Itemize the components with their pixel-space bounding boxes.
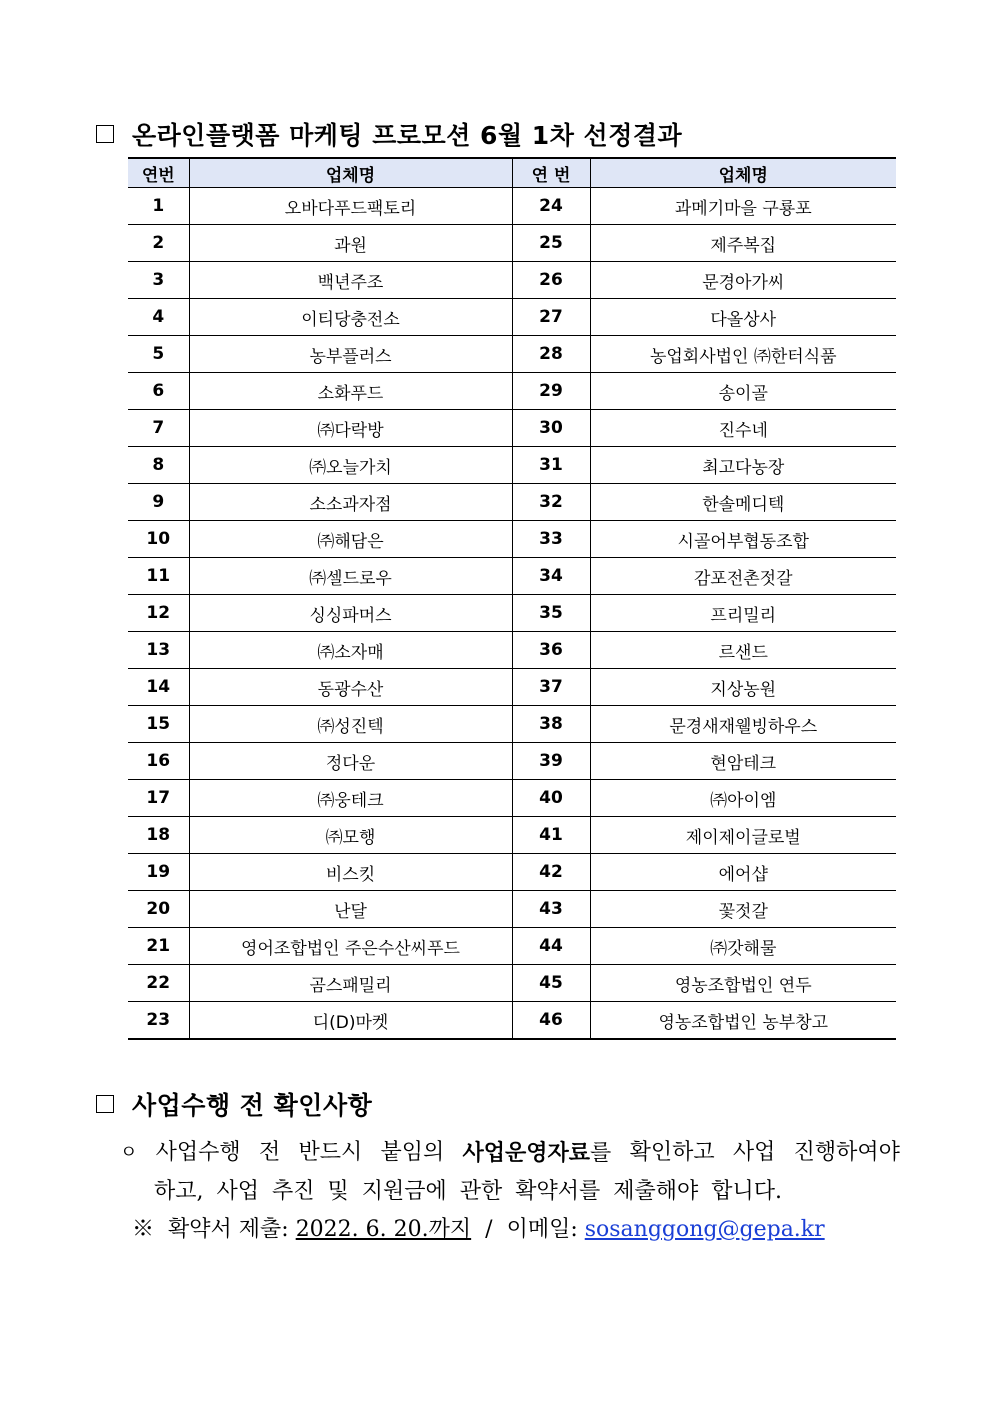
row-number: 24 xyxy=(512,188,590,225)
company-name: 싱싱파머스 xyxy=(189,595,512,632)
company-name: 에어샵 xyxy=(590,854,896,891)
company-name: ㈜모행 xyxy=(189,817,512,854)
row-number: 11 xyxy=(128,558,189,595)
row-number: 22 xyxy=(128,965,189,1002)
company-name: 과원 xyxy=(189,225,512,262)
row-number: 8 xyxy=(128,447,189,484)
company-name: 문경새재웰빙하우스 xyxy=(590,706,896,743)
row-number: 7 xyxy=(128,410,189,447)
bold-doc-name: 사업운영자료 xyxy=(462,1140,591,1166)
row-number: 30 xyxy=(512,410,590,447)
row-number: 25 xyxy=(512,225,590,262)
company-name: 오바다푸드팩토리 xyxy=(189,188,512,225)
row-number: 27 xyxy=(512,299,590,336)
row-number: 36 xyxy=(512,632,590,669)
table-row xyxy=(128,373,896,410)
row-number: 39 xyxy=(512,743,590,780)
section-title-text: 사업수행 전 확인사항 xyxy=(132,1091,373,1120)
results-table xyxy=(128,157,896,1040)
note-line-2: 하고, 사업 추진 및 지원금에 관한 확약서를 제출해야 합니다. xyxy=(154,1179,782,1204)
table-row xyxy=(128,891,896,928)
row-number: 17 xyxy=(128,780,189,817)
row-number: 18 xyxy=(128,817,189,854)
row-number: 40 xyxy=(512,780,590,817)
row-number: 1 xyxy=(128,188,189,225)
row-number: 6 xyxy=(128,373,189,410)
note-line-3 xyxy=(120,1211,900,1249)
table-body xyxy=(128,188,896,1040)
company-name: ㈜해담은 xyxy=(189,521,512,558)
row-number: 12 xyxy=(128,595,189,632)
table-row xyxy=(128,928,896,965)
company-name: 다올상사 xyxy=(590,299,896,336)
checklist-notes xyxy=(120,1134,900,1249)
table-row xyxy=(128,965,896,1002)
row-number: 38 xyxy=(512,706,590,743)
table-row xyxy=(128,706,896,743)
row-number: 35 xyxy=(512,595,590,632)
note-word: 붙임의 xyxy=(380,1140,445,1165)
table-row xyxy=(128,262,896,299)
header-company-1: 업체명 xyxy=(189,158,512,188)
row-number: 28 xyxy=(512,336,590,373)
company-name: ㈜웅테크 xyxy=(189,780,512,817)
submission-label: 확약서 제출: xyxy=(168,1217,289,1242)
company-name: ㈜소자매 xyxy=(189,632,512,669)
table-row xyxy=(128,521,896,558)
company-name: 최고다농장 xyxy=(590,447,896,484)
company-name: 감포전촌젓갈 xyxy=(590,558,896,595)
note-word: 사업 xyxy=(732,1140,776,1165)
table-row xyxy=(128,188,896,225)
company-name: 영농조합법인 농부창고 xyxy=(590,1002,896,1040)
table-row xyxy=(128,854,896,891)
company-name: 이티당충전소 xyxy=(189,299,512,336)
row-number: 15 xyxy=(128,706,189,743)
row-number: 45 xyxy=(512,965,590,1002)
company-name: 송이골 xyxy=(590,373,896,410)
row-number: 26 xyxy=(512,262,590,299)
reference-mark-icon: ※ xyxy=(132,1217,155,1242)
table-row xyxy=(128,299,896,336)
company-name: 프리밀리 xyxy=(590,595,896,632)
company-name: 현암테크 xyxy=(590,743,896,780)
company-name: 과메기마을 구룡포 xyxy=(590,188,896,225)
header-company-2: 업체명 xyxy=(590,158,896,188)
note-word: 사업수행 xyxy=(155,1140,241,1165)
company-name: 소화푸드 xyxy=(189,373,512,410)
row-number: 32 xyxy=(512,484,590,521)
row-number: 29 xyxy=(512,373,590,410)
table-row xyxy=(128,336,896,373)
row-number: 16 xyxy=(128,743,189,780)
row-number: 42 xyxy=(512,854,590,891)
row-number: 2 xyxy=(128,225,189,262)
row-number: 9 xyxy=(128,484,189,521)
bullet-mark: ㅇ xyxy=(120,1142,138,1163)
company-name: 지상농원 xyxy=(590,669,896,706)
row-number: 46 xyxy=(512,1002,590,1040)
separator: / xyxy=(485,1217,493,1242)
company-name: 제이제이글로벌 xyxy=(590,817,896,854)
row-number: 33 xyxy=(512,521,590,558)
company-name: 농업회사법인 ㈜한터식품 xyxy=(590,336,896,373)
note-word-bold-group xyxy=(463,1134,612,1173)
company-name: ㈜셀드로우 xyxy=(189,558,512,595)
submission-deadline: 2022. 6. 20.까지 xyxy=(295,1217,472,1242)
table-row xyxy=(128,743,896,780)
company-name: 백년주조 xyxy=(189,262,512,299)
company-name: 한솔메디텍 xyxy=(590,484,896,521)
table-row xyxy=(128,558,896,595)
table-row xyxy=(128,817,896,854)
section-title-checklist xyxy=(96,1086,372,1122)
row-number: 41 xyxy=(512,817,590,854)
row-number: 4 xyxy=(128,299,189,336)
table-row xyxy=(128,595,896,632)
company-name: 제주복집 xyxy=(590,225,896,262)
company-name: 소소과자점 xyxy=(189,484,512,521)
email-link[interactable]: sosanggong@gepa.kr xyxy=(584,1217,825,1242)
note-word: 진행하여야 xyxy=(793,1140,900,1165)
row-number: 23 xyxy=(128,1002,189,1040)
note-word: 전 xyxy=(258,1140,281,1165)
company-name: 르샌드 xyxy=(590,632,896,669)
note-line-1 xyxy=(120,1134,900,1173)
company-name: 디(D)마켓 xyxy=(189,1002,512,1040)
company-name: 정다운 xyxy=(189,743,512,780)
header-number-2: 연 번 xyxy=(512,158,590,188)
company-name: 진수네 xyxy=(590,410,896,447)
table-row xyxy=(128,632,896,669)
table-row xyxy=(128,225,896,262)
section-title-text: 온라인플랫폼 마케팅 프로모션 6월 1차 선정결과 xyxy=(132,121,683,150)
note-word: 를 xyxy=(590,1141,612,1166)
row-number: 44 xyxy=(512,928,590,965)
checkbox-icon xyxy=(96,1095,114,1113)
note-word: 반드시 xyxy=(298,1140,363,1165)
company-name: 꽃젓갈 xyxy=(590,891,896,928)
row-number: 13 xyxy=(128,632,189,669)
table-row xyxy=(128,447,896,484)
company-name: ㈜갓해물 xyxy=(590,928,896,965)
company-name: ㈜아이엠 xyxy=(590,780,896,817)
row-number: 5 xyxy=(128,336,189,373)
company-name: 동광수산 xyxy=(189,669,512,706)
company-name: 시골어부협동조합 xyxy=(590,521,896,558)
company-name: 곰스패밀리 xyxy=(189,965,512,1002)
row-number: 31 xyxy=(512,447,590,484)
company-name: ㈜성진텍 xyxy=(189,706,512,743)
company-name: ㈜오늘가치 xyxy=(189,447,512,484)
company-name: 비스킷 xyxy=(189,854,512,891)
note-word: 확인하고 xyxy=(629,1140,715,1165)
row-number: 19 xyxy=(128,854,189,891)
row-number: 20 xyxy=(128,891,189,928)
company-name: 농부플러스 xyxy=(189,336,512,373)
company-name: 영어조합법인 주은수산씨푸드 xyxy=(189,928,512,965)
company-name: 난달 xyxy=(189,891,512,928)
header-number-1: 연번 xyxy=(128,158,189,188)
company-name: 영농조합법인 연두 xyxy=(590,965,896,1002)
table-row xyxy=(128,669,896,706)
table-row xyxy=(128,410,896,447)
row-number: 14 xyxy=(128,669,189,706)
company-name: 문경아가씨 xyxy=(590,262,896,299)
row-number: 10 xyxy=(128,521,189,558)
table-header-row xyxy=(128,158,896,188)
row-number: 43 xyxy=(512,891,590,928)
row-number: 21 xyxy=(128,928,189,965)
row-number: 34 xyxy=(512,558,590,595)
table-row xyxy=(128,1002,896,1040)
row-number: 3 xyxy=(128,262,189,299)
checkbox-icon xyxy=(96,125,114,143)
row-number: 37 xyxy=(512,669,590,706)
company-name: ㈜다락방 xyxy=(189,410,512,447)
section-title-results xyxy=(96,116,682,152)
email-label: 이메일: xyxy=(506,1217,578,1242)
table-row xyxy=(128,484,896,521)
table-row xyxy=(128,780,896,817)
